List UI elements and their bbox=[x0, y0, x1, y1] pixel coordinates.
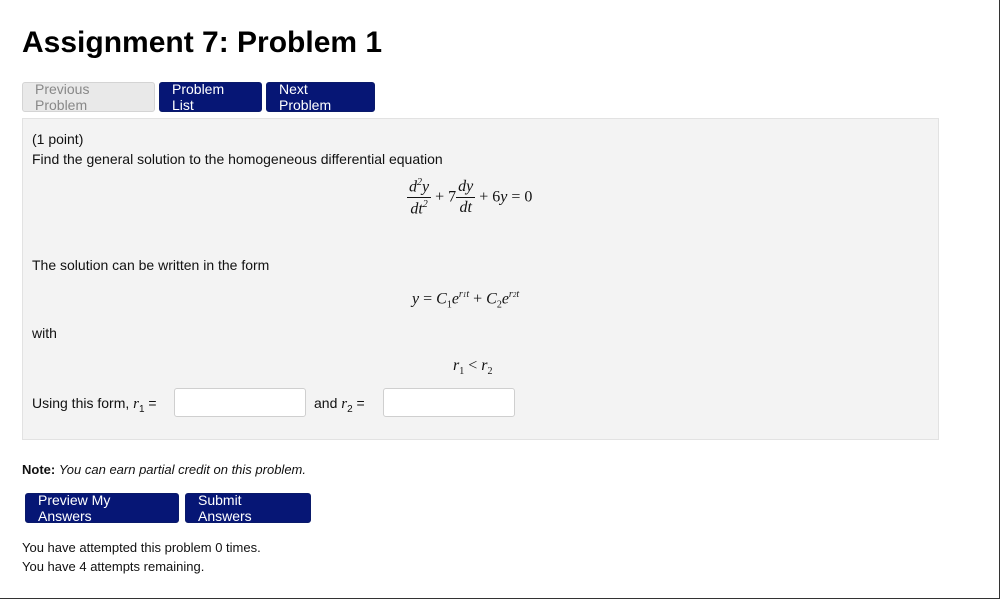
answer-row: Using this form, $r_1$ = and $r_2$ = bbox=[32, 388, 632, 418]
partial-credit-note bbox=[22, 462, 306, 477]
note-label: Note: bbox=[22, 462, 56, 477]
r2-input[interactable] bbox=[383, 388, 515, 417]
solution-form-text: The solution can be written in the form bbox=[32, 257, 270, 273]
answer-actions bbox=[25, 493, 311, 523]
with-text: with bbox=[32, 325, 57, 341]
root-order-condition: $r_1 < r_2$ bbox=[453, 357, 493, 378]
next-problem-button[interactable]: Next Problem bbox=[266, 82, 375, 112]
r1-input[interactable] bbox=[174, 388, 306, 417]
solution-form-equation: $y = C_1e^{r1t} + C_2e^{r2t}$ bbox=[412, 289, 520, 311]
attempts-count: You have attempted this problem 0 times. bbox=[22, 540, 261, 555]
and-text: and bbox=[314, 395, 338, 411]
attempts-remaining: You have 4 attempts remaining. bbox=[22, 559, 205, 574]
problem-navigation bbox=[22, 82, 375, 112]
points-label: (1 point) bbox=[32, 131, 84, 147]
problem-intro: Find the general solution to the homogeneous differential equation bbox=[32, 151, 443, 167]
differential-equation: $\frac{d^2y}{dt^2}$ + 7 $\frac{dy}{dt}$ + 6y = 0 bbox=[409, 177, 533, 218]
problem-list-button[interactable]: Problem List bbox=[159, 82, 262, 112]
previous-problem-button[interactable]: Previous Problem bbox=[22, 82, 155, 112]
submit-answers-button[interactable]: Submit Answers bbox=[185, 493, 311, 523]
note-text: You can earn partial credit on this problem. bbox=[58, 462, 306, 477]
page-title: Assignment 7: Problem 1 bbox=[22, 26, 383, 59]
problem-panel bbox=[22, 118, 939, 440]
preview-answers-button[interactable]: Preview My Answers bbox=[25, 493, 179, 523]
using-form-text: Using this form, bbox=[32, 395, 130, 411]
